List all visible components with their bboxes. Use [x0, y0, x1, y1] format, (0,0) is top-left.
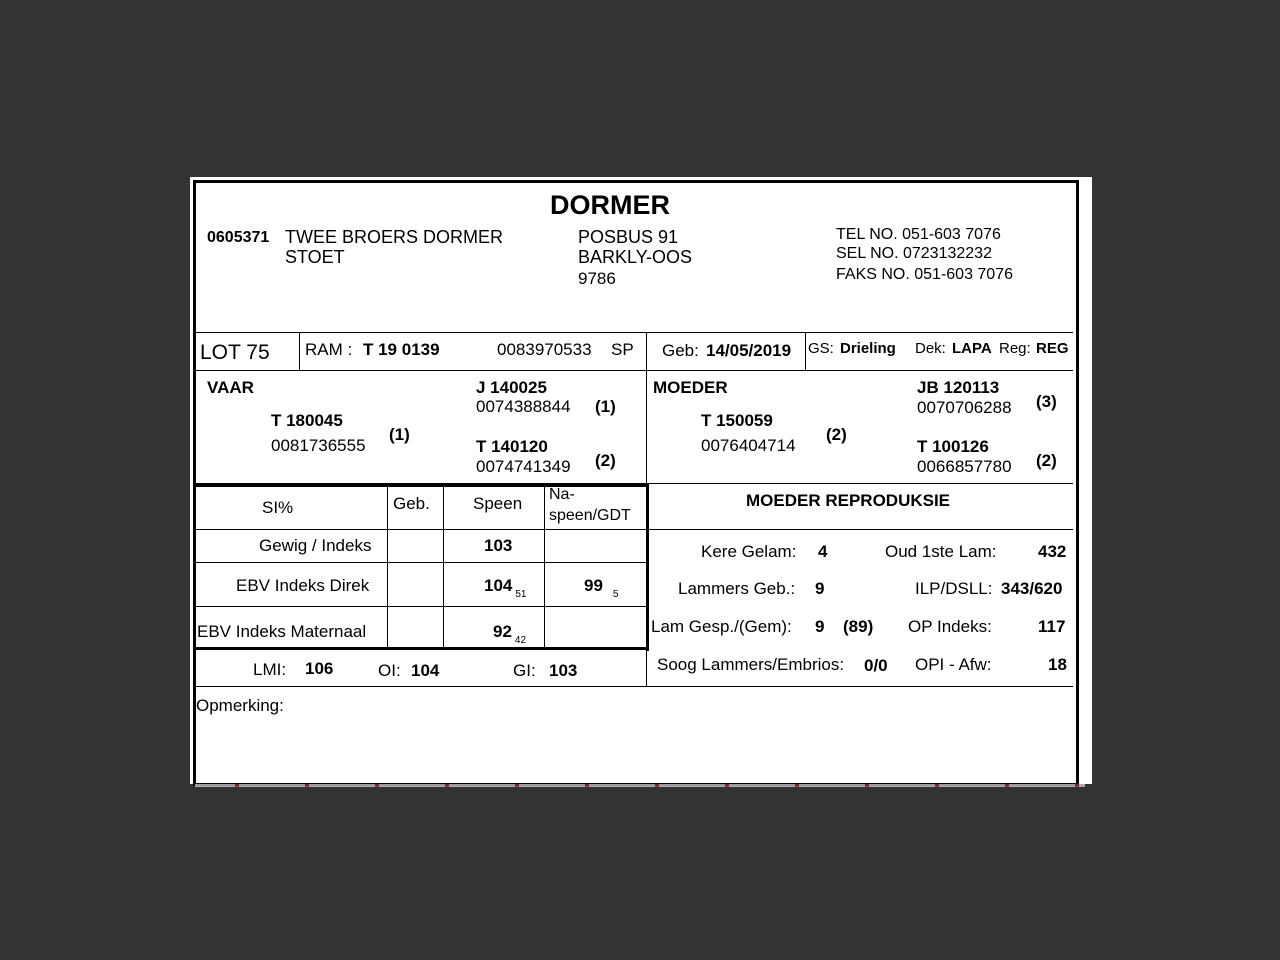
- lmi-value: 106: [305, 659, 334, 678]
- reg-value: REG: [1036, 340, 1069, 357]
- oud-lam-label: Oud 1ste Lam:: [885, 542, 997, 561]
- moeder-dam-tag: T 100126: [917, 437, 989, 456]
- ilp-value: 343/620: [1001, 579, 1063, 598]
- gi-label: GI:: [513, 661, 536, 680]
- gi-value: 103: [549, 661, 578, 680]
- kere-gelam-value: 4: [818, 542, 828, 561]
- gs-label: GS:: [808, 340, 834, 357]
- moeder-dam-grade: (2): [1036, 451, 1057, 470]
- moeder-label: MOEDER: [653, 378, 728, 397]
- divider: [196, 332, 1073, 333]
- tel-number: TEL NO. 051-603 7076: [836, 226, 1001, 243]
- sel-number: SEL NO. 0723132232: [836, 245, 992, 262]
- si-row-speen-sub: 42: [514, 635, 527, 646]
- vaar-grade: (1): [389, 425, 410, 444]
- divider: [805, 332, 806, 370]
- oi-value: 104: [411, 661, 440, 680]
- reproduction-title: MOEDER REPRODUKSIE: [746, 491, 951, 510]
- breeder-code: 0605371: [207, 229, 270, 246]
- opi-label: OPI - Afw:: [915, 655, 992, 674]
- oi-label: OI:: [378, 661, 401, 680]
- vaar-label: VAAR: [207, 378, 254, 397]
- ram-sp: SP: [611, 340, 634, 359]
- vaar-sire-id: 0074388844: [476, 397, 571, 416]
- moeder-sire-id: 0070706288: [917, 398, 1012, 417]
- ilp-label: ILP/DSLL:: [915, 579, 993, 598]
- moeder-sire-tag: JB 120113: [917, 378, 1000, 397]
- si-row-label: EBV Indeks Direk: [236, 576, 370, 595]
- soog-label: Soog Lammers/Embrios:: [657, 655, 845, 674]
- divider: [196, 529, 1073, 530]
- address-line1: POSBUS 91: [578, 227, 679, 247]
- divider: [544, 486, 545, 648]
- gesp-label: Lam Gesp./(Gem):: [651, 617, 792, 636]
- si-row-naspeen: [584, 576, 618, 599]
- si-row-speen-sub: 51: [515, 589, 527, 600]
- geb-header: Geb.: [393, 494, 430, 513]
- moeder-tag: T 150059: [701, 411, 773, 430]
- moeder-dam-id: 0066857780: [917, 457, 1012, 476]
- si-row-speen: [493, 622, 526, 645]
- vaar-dam-tag: T 140120: [476, 437, 548, 456]
- speen-header: Speen: [473, 494, 523, 513]
- si-row-naspeen-value: 99: [584, 576, 603, 595]
- opi-value: 18: [1048, 655, 1067, 674]
- reg-label: Reg:: [999, 340, 1031, 357]
- si-row-speen: [484, 576, 527, 599]
- breeder-name-line2: STOET: [285, 247, 345, 267]
- ram-label: RAM :: [305, 340, 353, 359]
- divider: [196, 370, 1073, 371]
- divider: [299, 332, 300, 370]
- dek-label: Dek:: [915, 340, 946, 357]
- address-line2: BARKLY-OOS: [578, 247, 693, 267]
- oud-lam-value: 432: [1038, 542, 1067, 561]
- divider: [196, 562, 646, 563]
- page-edge-strip: [195, 784, 1085, 787]
- ram-id-number: 0083970533: [497, 340, 592, 359]
- dek-value: LAPA: [952, 340, 992, 357]
- si-table-top-border: [196, 484, 649, 487]
- geb-label: Geb:: [662, 341, 699, 360]
- breed-title: DORMER: [550, 190, 670, 220]
- si-row-label: Gewig / Indeks: [259, 536, 372, 555]
- vaar-id: 0081736555: [271, 436, 366, 455]
- lammers-geb-value: 9: [815, 579, 825, 598]
- moeder-id: 0076404714: [701, 436, 796, 455]
- moeder-grade: (2): [826, 425, 847, 444]
- op-indeks-label: OP Indeks:: [908, 617, 992, 636]
- si-row-speen-value: 104: [484, 576, 513, 595]
- si-row-label: EBV Indeks Maternaal: [197, 622, 367, 641]
- kere-gelam-label: Kere Gelam:: [701, 542, 797, 561]
- naspeen-header-line1: Na-: [549, 486, 575, 503]
- si-table-right-border: [646, 484, 649, 651]
- vaar-dam-grade: (2): [595, 451, 616, 470]
- si-row-speen-value: 92: [493, 622, 512, 641]
- breeder-name-line1: TWEE BROERS DORMER: [285, 227, 504, 247]
- op-indeks-value: 117: [1038, 617, 1066, 636]
- moeder-sire-grade: (3): [1036, 392, 1057, 411]
- si-table-bottom-border: [196, 647, 649, 650]
- gesp-average: (89): [843, 617, 874, 636]
- address-line3: 9786: [578, 269, 616, 288]
- remarks-label: Opmerking:: [196, 696, 284, 715]
- vaar-tag: T 180045: [271, 411, 343, 430]
- divider: [387, 486, 388, 648]
- vaar-sire-tag: J 140025: [476, 378, 547, 397]
- si-row-speen: 103: [484, 536, 513, 555]
- si-row-naspeen-sub: 5: [612, 589, 619, 600]
- soog-value: 0/0: [864, 656, 888, 675]
- ram-value: T 19 0139: [363, 340, 440, 359]
- vaar-dam-id: 0074741349: [476, 457, 571, 476]
- vaar-sire-grade: (1): [595, 397, 616, 416]
- divider: [196, 686, 1073, 687]
- lmi-label: LMI:: [253, 660, 287, 679]
- naspeen-header-line2: speen/GDT: [549, 507, 631, 524]
- gs-value: Drieling: [840, 340, 896, 357]
- geb-value: 14/05/2019: [706, 341, 792, 360]
- divider: [196, 606, 646, 607]
- faks-number: FAKS NO. 051-603 7076: [836, 266, 1013, 283]
- lot-number: LOT 75: [200, 341, 270, 364]
- gesp-value: 9: [815, 617, 825, 636]
- divider: [443, 486, 444, 648]
- si-header: SI%: [262, 498, 294, 517]
- lammers-geb-label: Lammers Geb.:: [678, 579, 796, 598]
